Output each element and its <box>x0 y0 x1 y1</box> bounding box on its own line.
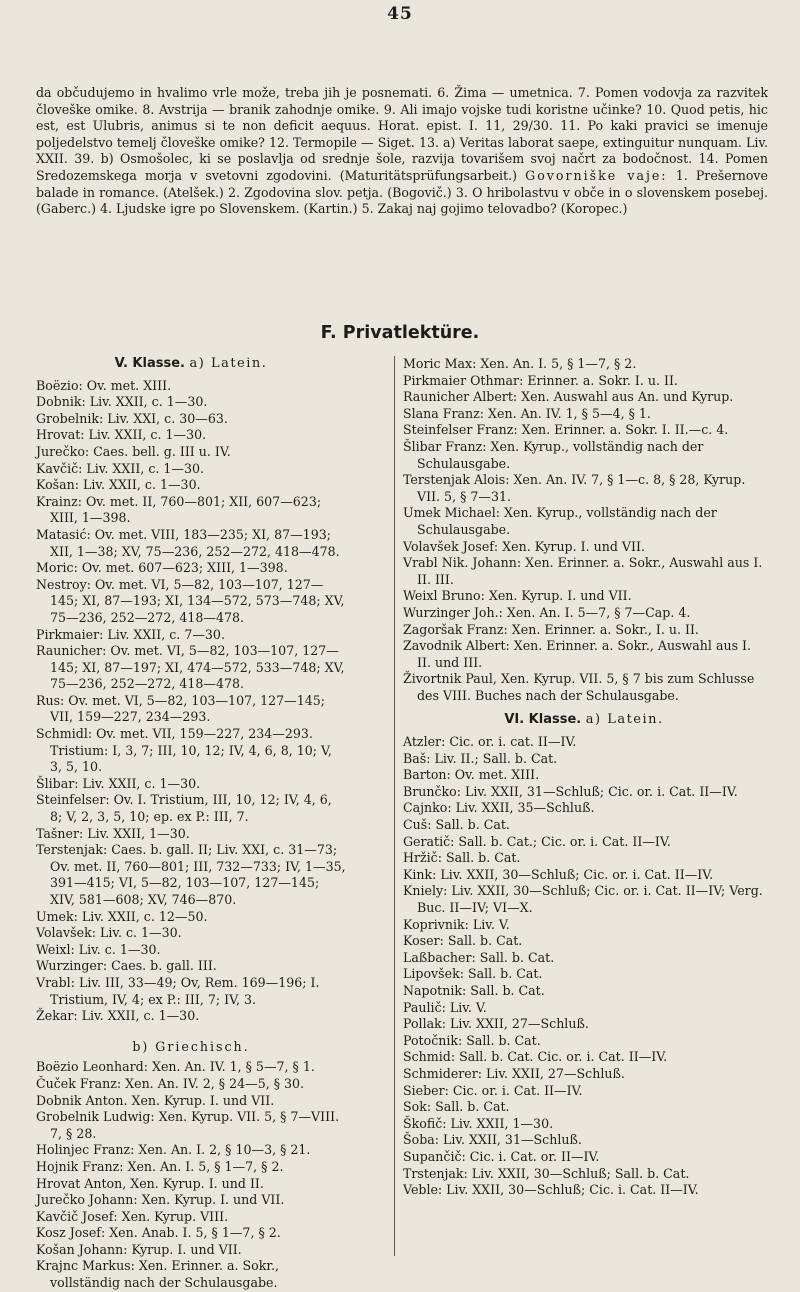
class-5-griechisch-list <box>36 1059 346 1291</box>
list-entry: Paulič: Liv. V. <box>403 999 487 1015</box>
page-number: 45 <box>387 4 413 24</box>
class-5-latein-subtitle: a) Latein. <box>189 356 268 371</box>
list-entry: Hrovat: Liv. XXII, c. 1—30. <box>36 427 207 443</box>
class-6-latein-list <box>403 734 765 1199</box>
list-entry: Kavčič Josef: Xen. Kyrup. VIII. <box>36 1208 229 1224</box>
list-entry: Sok: Sall. b. Cat. <box>403 1099 510 1115</box>
list-entry: Boëzio Leonhard: Xen. An. IV. 1, § 5—7, § 1. <box>36 1059 315 1075</box>
list-entry: Cuš: Sall. b. Cat. <box>403 817 510 833</box>
list-entry: Wurzinger Joh.: Xen. An. I. 5—7, § 7—Cap. 4. <box>403 604 691 620</box>
list-entry: Lipovšek: Sall. b. Cat. <box>403 966 543 982</box>
list-entry: Šoba: Liv. XXII, 31—Schluß. <box>403 1132 582 1148</box>
list-entry: Dobnik Anton. Xen. Kyrup. I. und VII. <box>36 1092 275 1108</box>
list-entry: Šlibar Franz: Xen. Kyrup., vollständig nach der Schulausgabe. <box>403 438 704 471</box>
list-entry: Kosz Josef: Xen. Anab. I. 5, § 1—7, § 2. <box>36 1225 281 1241</box>
list-entry: Krainz: Ov. met. II, 760—801; XII, 607—623; XIII, 1—398. <box>36 493 322 526</box>
list-entry: Vrabl: Liv. III, 33—49; Ov, Rem. 169—196; I. Tristium, IV, 4; ex P.: III, 7; IV, 3. <box>36 974 320 1007</box>
section-heading: F. Privatlektüre. <box>320 323 480 343</box>
list-entry: Krajnc Markus: Xen. Erinner. a. Sokr., vollständig nach der Schulausgabe. <box>36 1258 279 1291</box>
list-entry: Holinjec Franz: Xen. An. I. 2, § 10—3, § 21. <box>36 1142 311 1158</box>
class-5-heading <box>36 356 346 373</box>
list-entry: Volavšek: Liv. c. 1—30. <box>36 925 182 941</box>
class-5-griechisch-subtitle: b) Griechisch. <box>132 1038 250 1054</box>
list-entry: Nestroy: Ov. met. VI, 5—82, 103—107, 127—145; XI, 87—193; XI, 134—572, 573—748; XV, 75—236, 252—272, 418—478. <box>36 576 345 625</box>
list-entry: Koser: Sall. b. Cat. <box>403 933 523 949</box>
class-6-title: VI. Klasse. <box>504 712 582 728</box>
list-entry: Šlibar: Liv. XXII, c. 1—30. <box>36 775 201 791</box>
list-entry: Raunicher Albert: Xen. Auswahl aus An. und Kyrup. <box>403 389 734 405</box>
list-entry: Pirkmaier: Liv. XXII, c. 7—30. <box>36 626 225 642</box>
list-entry: Koprivnik: Liv. V. <box>403 916 510 932</box>
class-5-griechisch-continued-list <box>403 356 765 704</box>
list-entry: Košan: Liv. XXII, c. 1—30. <box>36 477 201 493</box>
list-entry: Živortnik Paul, Xen. Kyrup. VII. 5, § 7 bis zum Schlusse des VIII. Buches nach der Schulausgabe. <box>403 671 755 703</box>
list-entry: Moric: Ov. met. 607—623; XIII, 1—398. <box>36 560 288 576</box>
list-entry: Veble: Liv. XXII, 30—Schluß; Cic. i. Cat. II—IV. <box>403 1182 699 1198</box>
list-entry: Weixl Bruno: Xen. Kyrup. I. und VII. <box>403 588 632 604</box>
list-entry: Barton: Ov. met. XIII. <box>403 767 540 783</box>
list-entry: Schmiderer: Liv. XXII, 27—Schluß. <box>403 1065 625 1081</box>
list-entry: Schmid: Sall. b. Cat. Cic. or. i. Cat. II—IV. <box>403 1049 668 1065</box>
list-entry: Kavčič: Liv. XXII, c. 1—30. <box>36 460 205 476</box>
intro-paragraph <box>36 85 768 218</box>
list-entry: Kniely: Liv. XXII, 30—Schluß; Cic. or. i. Cat. II—IV; Verg. Buc. II—IV; VI—X. <box>403 883 763 915</box>
class-5-latein-list <box>36 378 346 1025</box>
list-entry: Napotnik: Sall. b. Cat. <box>403 982 545 998</box>
list-entry: Grobelnik: Liv. XXI, c. 30—63. <box>36 410 228 426</box>
list-entry: Sieber: Cic. or. i. Cat. II—IV. <box>403 1082 583 1098</box>
list-entry: Laßbacher: Sall. b. Cat. <box>403 949 555 965</box>
list-entry: Geratič: Sall. b. Cat.; Cic. or. i. Cat. II—IV. <box>403 833 671 849</box>
list-entry: Supančič: Cic. i. Cat. or. II—IV. <box>403 1148 600 1164</box>
list-entry: Jurečko: Caes. bell. g. III u. IV. <box>36 443 231 459</box>
list-entry: Terstenjak Alois: Xen. An. IV. 7, § 1—c. 8, § 28, Kyrup. VII. 5, § 7—31. <box>403 472 746 504</box>
class-6-heading <box>403 712 765 729</box>
list-entry: Cajnko: Liv. XXII, 35—Schluß. <box>403 800 595 816</box>
intro-text-1: da občudujemo in hvalimo vrle može, treba jih je posnemati. 6. Žima — umetnica. 7. Pomen vodovja za razvitek človeške omike. 8. Avstrija — branik zahodnje omike. 9. Ali imajo vojske tudi koristne učinke? 10. Quod petis, hic est, est Ulubris, animus si te non deficit aequus. Horat. epist. I. 11, 29/30. 11. Po kaki pravici se imenuje poljedelstvo temelj človeške omike? 12. Termopile — Siget. 13. a) Veritas laborat saepe, extinguitur nunquam. Liv. XXII. 39. b) Osmošolec, ki se poslavlja od srednje šole, razvija tovarišem svoj načrt za bodočnost. 14. Pomen Sredozemskega morja v svetovni zgodovini. (Maturitätsprüfungsarbeit.) <box>36 85 768 183</box>
list-entry: Umek Michael: Xen. Kyrup., vollständig nach der Schulausgabe. <box>403 505 717 537</box>
list-entry: Košan Johann: Kyrup. I. und VII. <box>36 1241 242 1257</box>
list-entry: Pirkmaier Othmar: Erinner. a. Sokr. I. u. II. <box>403 372 678 388</box>
list-entry: Čuček Franz: Xen. An. IV. 2, § 24—5, § 30. <box>36 1075 305 1091</box>
list-entry: Wurzinger: Caes. b. gall. III. <box>36 958 217 974</box>
list-entry: Trstenjak: Liv. XXII, 30—Schluß; Sall. b. Cat. <box>403 1165 690 1181</box>
list-entry: Tašner: Liv. XXII, 1—30. <box>36 825 190 841</box>
list-entry: Baš: Liv. II.; Sall. b. Cat. <box>403 750 558 766</box>
list-entry: Atzler: Cic. or. i. cat. II—IV. <box>403 734 577 750</box>
list-entry: Potočnik: Sall. b. Cat. <box>403 1032 541 1048</box>
list-entry: Matasić: Ov. met. VIII, 183—235; XI, 87—193; XII, 1—38; XV, 75—236, 252—272, 418—478. <box>36 526 340 559</box>
list-entry: Rus: Ov. met. VI, 5—82, 103—107, 127—145; VII, 159—227, 234—293. <box>36 692 326 725</box>
list-entry: Škofič: Liv. XXII, 1—30. <box>403 1115 554 1131</box>
list-entry: Boëzio: Ov. met. XIII. <box>36 377 172 393</box>
list-entry: Moric Max: Xen. An. I. 5, § 1—7, § 2. <box>403 356 637 371</box>
left-column <box>36 356 346 1292</box>
list-entry: Brunčko: Liv. XXII, 31—Schluß; Cic. or. i. Cat. II—IV. <box>403 783 738 799</box>
list-entry: Slana Franz: Xen. An. IV. 1, § 5—4, § 1. <box>403 405 651 421</box>
list-entry: Hojnik Franz: Xen. An. I. 5, § 1—7, § 2. <box>36 1158 284 1174</box>
class-5-title: V. Klasse. <box>114 356 185 371</box>
list-entry: Terstenjak: Caes. b. gall. II; Liv. XXI, c. 31—73; Ov. met. II, 760—801; III, 732—733; IV, 1—35, 391—415; VI, 5—82, 103—107, 127—145; XIV, 581—608; XV, 746—870. <box>36 842 346 907</box>
list-entry: Pollak: Liv. XXII, 27—Schluß. <box>403 1016 589 1032</box>
govorniske-vaje-label: Govorniške vaje: <box>525 167 668 183</box>
list-entry: Volavšek Josef: Xen. Kyrup. I. und VII. <box>403 538 645 554</box>
list-entry: Jurečko Johann: Xen. Kyrup. I. und VII. <box>36 1192 285 1208</box>
list-entry: Steinfelser: Ov. I. Tristium, III, 10, 12; IV, 4, 6, 8; V, 2, 3, 5, 10; ep. ex P.: III, 7. <box>36 792 332 825</box>
list-entry: Raunicher: Ov. met. VI, 5—82, 103—107, 127—145; XI, 87—197; XI, 474—572, 533—748; XV, 75—236, 252—272, 418—478. <box>36 643 345 692</box>
list-entry: Žekar: Liv. XXII, c. 1—30. <box>36 1008 200 1024</box>
list-entry: Dobnik: Liv. XXII, c. 1—30. <box>36 394 208 410</box>
list-entry: Zagoršak Franz: Xen. Erinner. a. Sokr., I. u. II. <box>403 621 699 637</box>
list-entry: Grobelnik Ludwig: Xen. Kyrup. VII. 5, § 7—VIII. 7, § 28. <box>36 1109 340 1141</box>
list-entry: Hrovat Anton, Xen. Kyrup. I. und II. <box>36 1175 264 1191</box>
list-entry: Kink: Liv. XXII, 30—Schluß; Cic. or. i. Cat. II—IV. <box>403 866 714 882</box>
list-entry: Steinfelser Franz: Xen. Erinner. a. Sokr. I. II.—c. 4. <box>403 422 729 438</box>
list-entry: Weixl: Liv. c. 1—30. <box>36 941 161 957</box>
list-entry: Vrabl Nik. Johann: Xen. Erinner. a. Sokr., Auswahl aus I. II. III. <box>403 555 763 587</box>
list-entry: Schmidl: Ov. met. VII, 159—227, 234—293. Tristium: I, 3, 7; III, 10, 12; IV, 4, 6, 8, 10; V, 3, 5, 10. <box>36 726 332 775</box>
list-entry: Zavodnik Albert: Xen. Erinner. a. Sokr., Auswahl aus I. II. und III. <box>403 638 752 670</box>
list-entry: Hržič: Sall. b. Cat. <box>403 850 521 866</box>
list-entry: Umek: Liv. XXII, c. 12—50. <box>36 908 208 924</box>
intro-text-2: 1. Prešernove balade in romance. (Atelšek.) 2. Zgodovina slov. petja. (Bogovič.) 3. O hribolastvu v obče in o slovenskem posebej. (Gaberc.) 4. Ljudske igre po Slovenskem. (Kartin.) 5. Zakaj naj gojimo telovadbo? (Koropec.) <box>36 167 768 217</box>
right-column <box>394 356 765 1256</box>
class-6-latein-subtitle: a) Latein. <box>585 712 664 728</box>
